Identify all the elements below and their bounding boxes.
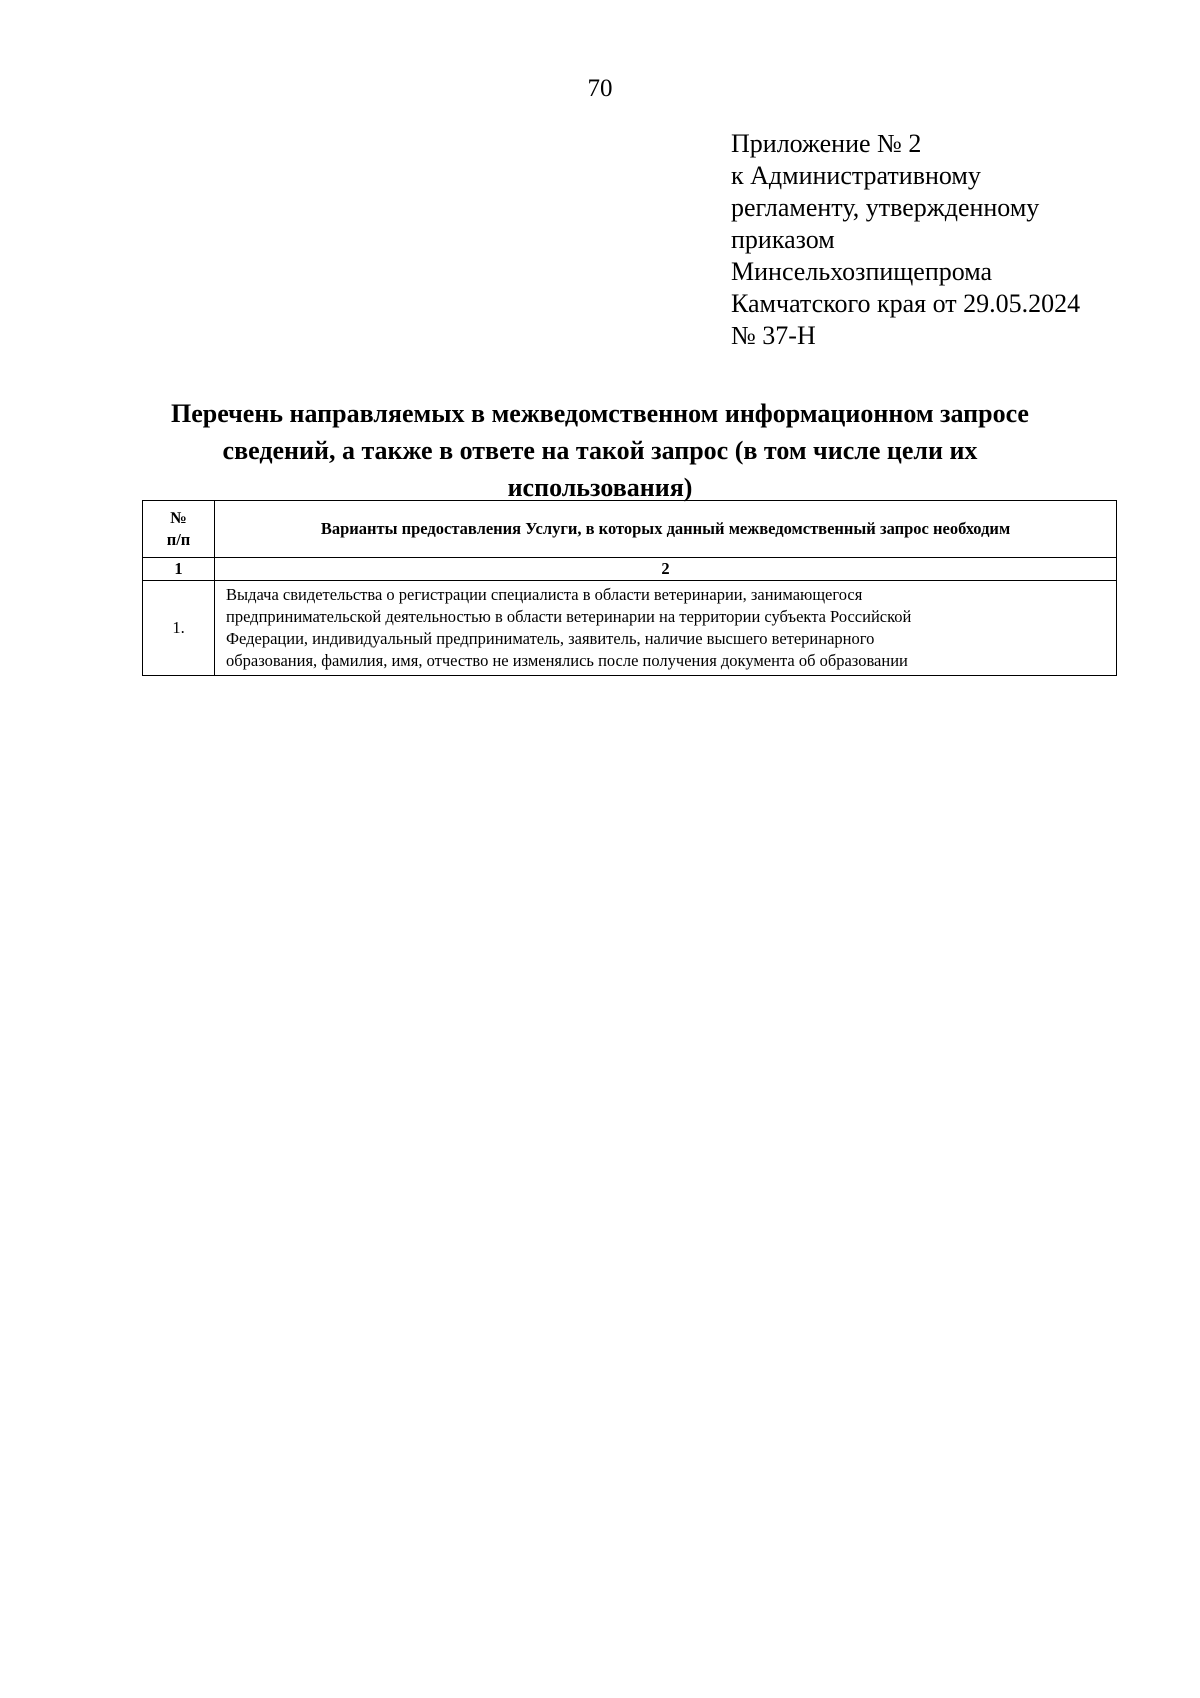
- appendix-line: к Административному: [731, 161, 981, 190]
- column-number-row: [143, 558, 1117, 581]
- page-number: 70: [587, 75, 613, 102]
- appendix-line: № 37-Н: [731, 321, 816, 350]
- title-line: Перечень направляемых в межведомственном информационном запросе: [171, 399, 1029, 428]
- column-number-cell: 1: [143, 558, 215, 581]
- appendix-note: [731, 128, 1171, 352]
- header-number-label: п/п: [166, 530, 191, 549]
- description-line: Федерации, индивидуальный предприниматель, заявитель, наличие высшего ветеринарного: [226, 629, 875, 648]
- appendix-line: регламенту, утвержденному: [731, 193, 1040, 222]
- row-description-cell: [215, 581, 1117, 676]
- table-row: [143, 581, 1117, 676]
- appendix-line: Камчатского края от 29.05.2024: [731, 289, 1081, 318]
- title-line: сведений, а также в ответе на такой запрос (в том числе цели их: [222, 436, 978, 465]
- appendix-line: Минсельхозпищепрома: [731, 257, 993, 286]
- description-line: образования, фамилия, имя, отчество не изменялись после получения документа об образовании: [226, 651, 908, 670]
- header-number-symbol: №: [170, 508, 187, 527]
- table-header-row: [143, 501, 1117, 558]
- title-line: использования): [507, 473, 693, 502]
- header-options-cell: Варианты предоставления Услуги, в которых данный межведомственный запрос необходим: [215, 501, 1117, 558]
- appendix-line: приказом: [731, 225, 835, 254]
- row-number-cell: 1.: [143, 581, 215, 676]
- description-line: Выдача свидетельства о регистрации специалиста в области ветеринарии, занимающегося: [226, 585, 863, 604]
- description-line: предпринимательской деятельностью в области ветеринарии на территории субъекта Российской: [226, 607, 912, 626]
- appendix-line: Приложение № 2: [731, 129, 922, 158]
- request-table: [142, 500, 1117, 676]
- document-title: [140, 395, 1060, 506]
- column-number-cell: 2: [215, 558, 1117, 581]
- header-number-cell: [143, 501, 215, 558]
